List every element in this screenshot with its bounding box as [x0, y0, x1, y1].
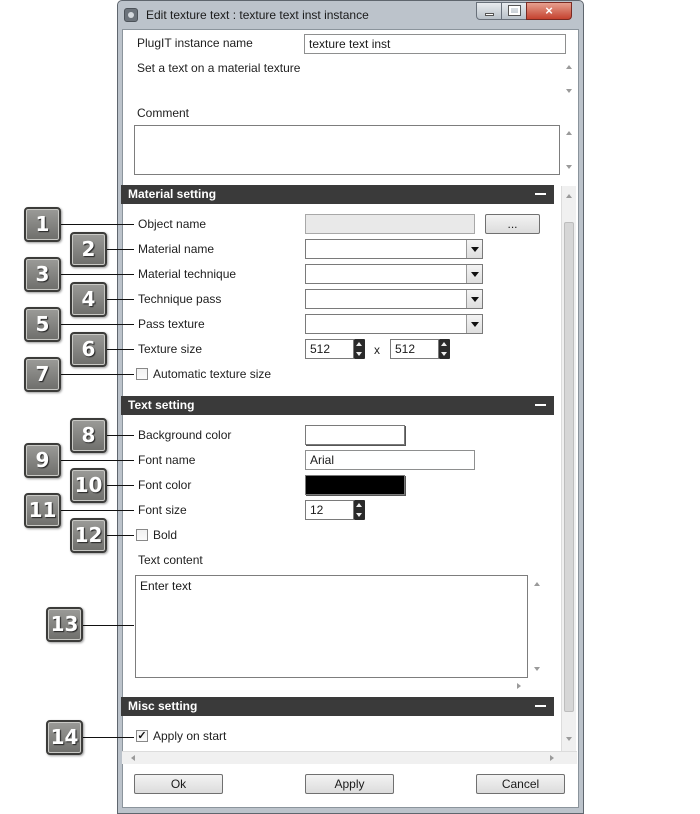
close-button[interactable]	[526, 2, 572, 20]
callout-badge-11: 11	[24, 493, 61, 528]
comment-scrollbar[interactable]	[563, 125, 575, 175]
font-color-swatch[interactable]	[305, 475, 405, 495]
collapse-icon[interactable]	[535, 705, 546, 707]
callout-leader-line	[107, 485, 134, 486]
callout-leader-line	[61, 324, 134, 325]
scroll-down-arrow-icon[interactable]	[566, 737, 572, 741]
callout-leader-line	[107, 249, 134, 250]
callout-leader-line	[61, 510, 134, 511]
section-title: Material setting	[128, 187, 217, 201]
callout-leader-line	[107, 535, 134, 536]
apply-on-start-checkbox[interactable]: ✓	[137, 730, 147, 742]
technique-pass-label: Technique pass	[138, 292, 222, 306]
apply-on-start-label: Apply on start	[153, 729, 227, 743]
text-content-textarea[interactable]: Enter text	[135, 575, 528, 678]
bold-label: Bold	[153, 528, 178, 542]
dropdown-arrow-icon[interactable]	[466, 240, 482, 258]
font-size-label: Font size	[138, 503, 187, 517]
scroll-down-arrow-icon[interactable]	[534, 667, 540, 671]
pass-texture-label: Pass texture	[138, 317, 205, 331]
texture-height-value: 512	[395, 342, 416, 356]
material-name-dropdown[interactable]	[305, 239, 483, 259]
main-hscrollbar[interactable]	[122, 751, 577, 764]
spin-arrows-icon[interactable]	[354, 339, 365, 359]
object-name-input[interactable]	[305, 214, 475, 234]
scroll-down-arrow-icon[interactable]	[566, 89, 572, 93]
bold-checkbox[interactable]	[136, 529, 148, 541]
dropdown-arrow-icon[interactable]	[466, 290, 482, 308]
callout-badge-12: 12	[70, 518, 107, 553]
scroll-up-arrow-icon[interactable]	[534, 582, 540, 586]
dropdown-arrow-icon[interactable]	[466, 265, 482, 283]
technique-pass-dropdown[interactable]	[305, 289, 483, 309]
object-name-label: Object name	[138, 217, 207, 231]
description-scrollbar[interactable]	[563, 58, 575, 98]
background-color-label: Background color	[138, 428, 232, 442]
collapse-icon[interactable]	[535, 193, 546, 195]
callout-badge-10: 10	[70, 468, 107, 503]
maximize-button[interactable]	[501, 2, 527, 20]
callout-badge-1: 1	[24, 207, 61, 242]
material-technique-dropdown[interactable]	[305, 264, 483, 284]
callout-badge-13: 13	[46, 607, 83, 642]
instance-name-input[interactable]: texture text inst	[304, 34, 566, 54]
automatic-texture-size-label: Automatic texture size	[153, 367, 272, 381]
title-bar[interactable]	[118, 1, 583, 29]
texture-size-separator: x	[374, 343, 380, 357]
callout-leader-line	[61, 224, 134, 225]
text-content-label: Text content	[138, 553, 203, 567]
material-technique-label: Material technique	[138, 267, 237, 281]
spin-arrows-icon[interactable]	[439, 339, 450, 359]
texture-height-stepper[interactable]	[390, 339, 439, 359]
browse-object-button[interactable]: ...	[485, 214, 540, 234]
texture-width-value: 512	[310, 342, 331, 356]
text-content-hscrollbar[interactable]	[135, 681, 528, 691]
font-color-label: Font color	[138, 478, 192, 492]
spin-arrows-icon[interactable]	[354, 500, 365, 520]
callout-leader-line	[61, 460, 134, 461]
pass-texture-dropdown[interactable]	[305, 314, 483, 334]
font-size-value: 12	[310, 503, 324, 517]
text-content-scrollbar[interactable]	[531, 575, 543, 678]
scroll-right-arrow-icon[interactable]	[550, 755, 554, 761]
font-name-label: Font name	[138, 453, 196, 467]
dropdown-arrow-icon[interactable]	[466, 315, 482, 333]
scroll-up-arrow-icon[interactable]	[566, 65, 572, 69]
callout-badge-8: 8	[70, 418, 107, 453]
callout-badge-3: 3	[24, 257, 61, 292]
callout-badge-6: 6	[70, 332, 107, 367]
scroll-up-arrow-icon[interactable]	[566, 194, 572, 198]
material-name-label: Material name	[138, 242, 215, 256]
window-title: Edit texture text : texture text inst instance	[146, 8, 369, 22]
texture-width-stepper[interactable]	[305, 339, 354, 359]
callout-badge-14: 14	[46, 720, 83, 755]
automatic-texture-size-checkbox[interactable]	[136, 368, 148, 380]
callout-leader-line	[61, 374, 134, 375]
callout-badge-9: 9	[24, 443, 61, 478]
material-setting-header[interactable]	[121, 185, 554, 204]
comment-label: Comment	[137, 106, 190, 120]
maximize-icon	[509, 6, 520, 15]
background-color-swatch[interactable]	[305, 425, 405, 445]
scroll-left-arrow-icon[interactable]	[131, 755, 135, 761]
apply-button[interactable]: Apply	[305, 774, 394, 794]
callout-leader-line	[107, 435, 134, 436]
callout-leader-line	[83, 737, 134, 738]
font-size-stepper[interactable]	[305, 500, 354, 520]
scroll-up-arrow-icon[interactable]	[566, 131, 572, 135]
minimize-icon	[485, 13, 494, 16]
scroll-down-arrow-icon[interactable]	[566, 165, 572, 169]
scroll-right-arrow-icon[interactable]	[517, 683, 521, 689]
minimize-button[interactable]	[476, 2, 502, 20]
callout-leader-line	[107, 349, 134, 350]
app-icon	[124, 8, 138, 22]
section-title: Misc setting	[128, 699, 198, 713]
callout-leader-line	[83, 625, 134, 626]
ok-button[interactable]: Ok	[134, 774, 223, 794]
cancel-button[interactable]: Cancel	[476, 774, 565, 794]
description-text: Set a text on a material texture	[137, 61, 301, 75]
comment-textarea[interactable]	[134, 125, 560, 175]
text-setting-header[interactable]	[121, 396, 554, 415]
callout-leader-line	[107, 299, 134, 300]
texture-size-label: Texture size	[138, 342, 203, 356]
main-scrollbar[interactable]	[561, 186, 576, 751]
close-icon: ×	[545, 3, 553, 18]
font-name-input[interactable]: Arial	[305, 450, 475, 470]
callout-badge-7: 7	[24, 357, 61, 392]
scrollbar-thumb[interactable]	[564, 222, 574, 712]
callout-badge-2: 2	[70, 232, 107, 267]
section-title: Text setting	[128, 398, 195, 412]
misc-setting-header[interactable]	[121, 697, 554, 716]
callout-leader-line	[61, 274, 134, 275]
callout-badge-4: 4	[70, 282, 107, 317]
collapse-icon[interactable]	[535, 404, 546, 406]
callout-badge-5: 5	[24, 307, 61, 342]
instance-name-label: PlugIT instance name	[137, 36, 253, 50]
